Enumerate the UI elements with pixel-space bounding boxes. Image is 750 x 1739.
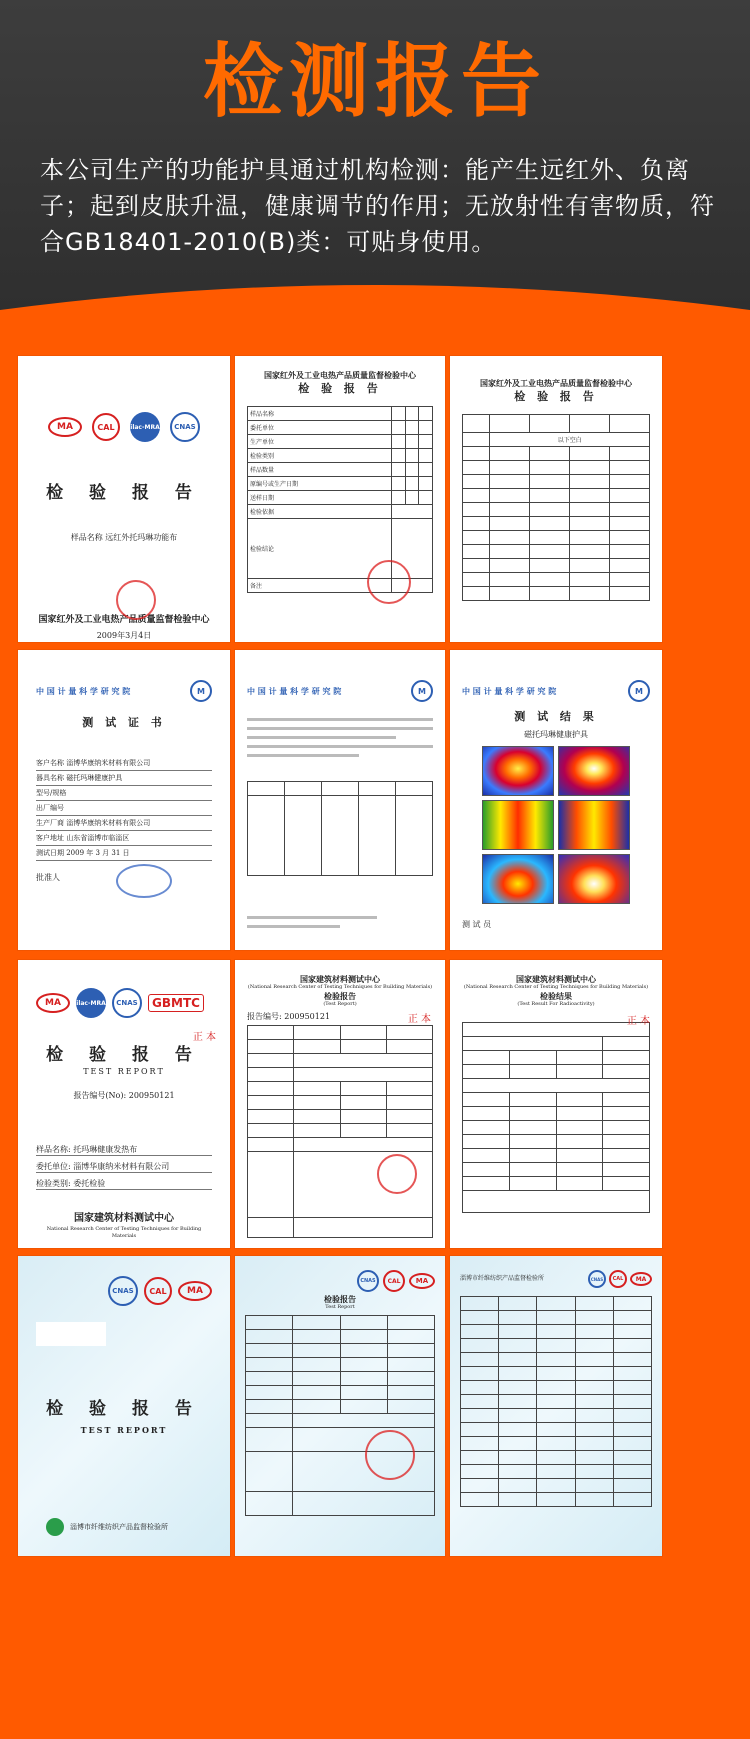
doc-org: 中 国 计 量 科 学 研 究 院 xyxy=(247,686,342,696)
report-number: 报告编号(No): 200950121 xyxy=(73,1091,175,1100)
field-row: 委托单位: 淄博华康纳米材料有限公司 xyxy=(36,1162,212,1173)
doc-org: 中 国 计 量 科 学 研 究 院 xyxy=(36,686,131,696)
field-row: 测试日期 2009 年 3 月 31 日 xyxy=(36,846,212,861)
thermal-image xyxy=(558,854,630,904)
ma-logo-icon: MA xyxy=(36,993,70,1013)
doc-title: 检 验 报 告 xyxy=(46,483,202,503)
thermal-image xyxy=(482,746,554,796)
doc-sample: 样品名称 远红外托玛琳功能布 xyxy=(70,533,178,542)
table-row: 样品数量 xyxy=(248,463,433,477)
seal-stamp-icon xyxy=(367,560,411,604)
cert-logos xyxy=(245,1270,435,1292)
cert-logos xyxy=(36,1276,212,1306)
doc-title: 检验报告 xyxy=(324,991,356,1001)
ma-logo-icon: MA xyxy=(630,1272,652,1286)
report-image-8[interactable] xyxy=(235,960,445,1248)
cnas-logo-icon: CNAS xyxy=(357,1270,379,1292)
doc-title: 测 试 证 书 xyxy=(82,716,166,729)
seal-stamp-icon xyxy=(116,580,156,620)
report-image-11[interactable] xyxy=(235,1256,445,1556)
cal-logo-icon: CAL xyxy=(383,1270,405,1292)
original-stamp: 正 本 xyxy=(407,1014,431,1025)
field-row: 客户名称 淄博华康纳米材料有限公司 xyxy=(36,756,212,771)
report-number: 报告编号: 200950121 xyxy=(247,1012,331,1021)
original-stamp: 正 本 xyxy=(626,1016,650,1027)
doc-subtitle: (Test Report) xyxy=(323,1001,357,1007)
cal-logo-icon: CAL xyxy=(144,1277,172,1305)
gbmtc-logo-icon: GBMTC xyxy=(148,994,204,1012)
report-table xyxy=(462,1022,650,1213)
field-row: 检验类别: 委托检验 xyxy=(36,1179,212,1190)
ilac-mra-logo-icon: ilac-MRA xyxy=(76,988,106,1018)
table-row: 检验结论 xyxy=(248,519,433,579)
report-image-9[interactable] xyxy=(450,960,662,1248)
table-row: 备注 xyxy=(248,579,433,593)
seal-stamp-icon xyxy=(377,1154,417,1194)
cert-logos xyxy=(588,1270,652,1288)
ma-logo-icon: MA xyxy=(409,1273,435,1289)
thermal-image xyxy=(558,800,630,850)
seal-stamp-icon xyxy=(365,1430,415,1480)
doc-org: 淄博市纤维纺织产品监督检验所 xyxy=(70,1523,168,1531)
table-row: 检验类别 xyxy=(248,449,433,463)
field-row: 型号/规格 xyxy=(36,786,212,801)
cal-logo-icon: CAL xyxy=(92,413,120,441)
doc-org: 国家红外及工业电热产品质量监督检验中心 xyxy=(38,615,210,625)
ma-logo-icon: MA xyxy=(48,417,82,437)
table-row: 委托单位 xyxy=(248,421,433,435)
cnas-logo-icon: CNAS xyxy=(112,988,142,1018)
blank-note: 以下空白 xyxy=(490,433,650,447)
cnas-logo-icon: CNAS xyxy=(170,412,200,442)
ma-logo-icon: MA xyxy=(178,1281,212,1301)
doc-title: 检验结果 xyxy=(540,991,572,1001)
doc-org: 国家红外及工业电热产品质量监督检验中心 xyxy=(264,370,416,380)
cert-logos xyxy=(36,988,212,1018)
table-row: 生产单位 xyxy=(248,435,433,449)
nim-logo-icon: M xyxy=(190,680,212,702)
doc-date: 2009年3月4日 xyxy=(96,631,152,640)
original-stamp: 正 本 xyxy=(192,1032,216,1043)
doc-org: 国家建筑材料测试中心 xyxy=(74,1213,174,1224)
doc-org: 国家红外及工业电热产品质量监督检验中心 xyxy=(480,378,632,388)
report-table xyxy=(247,1025,433,1238)
page-header xyxy=(0,0,750,330)
report-table xyxy=(245,1315,435,1516)
report-image-7[interactable] xyxy=(18,960,230,1248)
doc-org-en: National Research Center of Testing Techniques for Building Materials xyxy=(46,1226,202,1239)
field-row: 器具名称 磁托玛琳健康护具 xyxy=(36,771,212,786)
nim-logo-icon: M xyxy=(628,680,650,702)
cal-logo-icon: CAL xyxy=(609,1270,627,1288)
cnas-logo-icon: CNAS xyxy=(108,1276,138,1306)
report-image-6[interactable] xyxy=(450,650,662,950)
thermal-image-grid xyxy=(482,746,630,904)
header-wave-divider xyxy=(0,270,750,330)
doc-org: 中 国 计 量 科 学 研 究 院 xyxy=(462,686,557,696)
doc-subtitle: Test Report xyxy=(325,1304,355,1310)
doc-subtitle: TEST REPORT xyxy=(83,1067,165,1076)
report-table xyxy=(460,1296,652,1507)
doc-org: 国家建筑材料测试中心 xyxy=(300,974,380,984)
doc-subtitle: TEST REPORT xyxy=(80,1425,168,1435)
report-image-4[interactable] xyxy=(18,650,230,950)
ilac-mra-logo-icon: ilac-MRA xyxy=(130,412,160,442)
report-table xyxy=(247,781,433,876)
doc-title: 检验报告 xyxy=(324,1294,356,1304)
report-grid xyxy=(18,356,734,1731)
thermal-image xyxy=(558,746,630,796)
doc-title: 检 验 报 告 xyxy=(514,390,598,403)
doc-title: 测 试 结 果 xyxy=(514,710,598,723)
report-image-1[interactable] xyxy=(18,356,230,642)
thermal-image xyxy=(482,800,554,850)
table-row: 原编号或生产日期 xyxy=(248,477,433,491)
thermal-image xyxy=(482,854,554,904)
report-table xyxy=(247,406,433,593)
doc-org-en: (National Research Center of Testing Techniques for Building Materials) xyxy=(463,984,649,990)
report-image-12[interactable] xyxy=(450,1256,662,1556)
doc-title: 检 验 报 告 xyxy=(46,1045,202,1065)
report-image-3[interactable] xyxy=(450,356,662,642)
field-row: 客户地址 山东省淄博市临淄区 xyxy=(36,831,212,846)
doc-subtitle: (Test Result For Radioactivity) xyxy=(517,1001,595,1007)
field-row: 样品名称: 托玛琳健康发热布 xyxy=(36,1145,212,1156)
field-row: 出厂编号 xyxy=(36,801,212,816)
doc-title: 检 验 报 告 xyxy=(298,382,382,395)
redacted-label xyxy=(36,1322,106,1346)
cnas-logo-icon: CNAS xyxy=(588,1270,606,1288)
table-row: 样品名称 xyxy=(248,407,433,421)
report-image-10[interactable] xyxy=(18,1256,230,1556)
report-image-2[interactable] xyxy=(235,356,445,642)
table-row: 送样日期 xyxy=(248,491,433,505)
doc-title: 检 验 报 告 xyxy=(46,1399,202,1419)
field-row: 生产厂商 淄博华康纳米材料有限公司 xyxy=(36,816,212,831)
doc-subtitle: 磁托玛琳健康护具 xyxy=(524,730,588,739)
doc-org: 淄博市纤维纺织产品监督检验所 xyxy=(460,1275,545,1282)
page-title: 检测报告 xyxy=(203,35,547,128)
doc-org: 国家建筑材料测试中心 xyxy=(516,974,596,984)
signature-label: 批准人 xyxy=(36,873,60,882)
intro-text: 本公司生产的功能护具通过机构检测：能产生远红外、负离子；起到皮肤升温，健康调节的作用；无放射性有害物质，符合GB18401-2010(B)类：可贴身使用。 xyxy=(40,156,715,256)
cert-logos xyxy=(36,412,212,442)
table-row: 检验依据 xyxy=(248,505,433,519)
report-table xyxy=(462,414,650,601)
seal-stamp-icon xyxy=(116,864,172,898)
doc-org-en: (National Research Center of Testing Techniques for Building Materials) xyxy=(247,984,433,990)
signature-label: 测 试 员 xyxy=(462,920,492,929)
nim-logo-icon: M xyxy=(411,680,433,702)
report-image-5[interactable] xyxy=(235,650,445,950)
org-logo-icon xyxy=(46,1518,64,1536)
